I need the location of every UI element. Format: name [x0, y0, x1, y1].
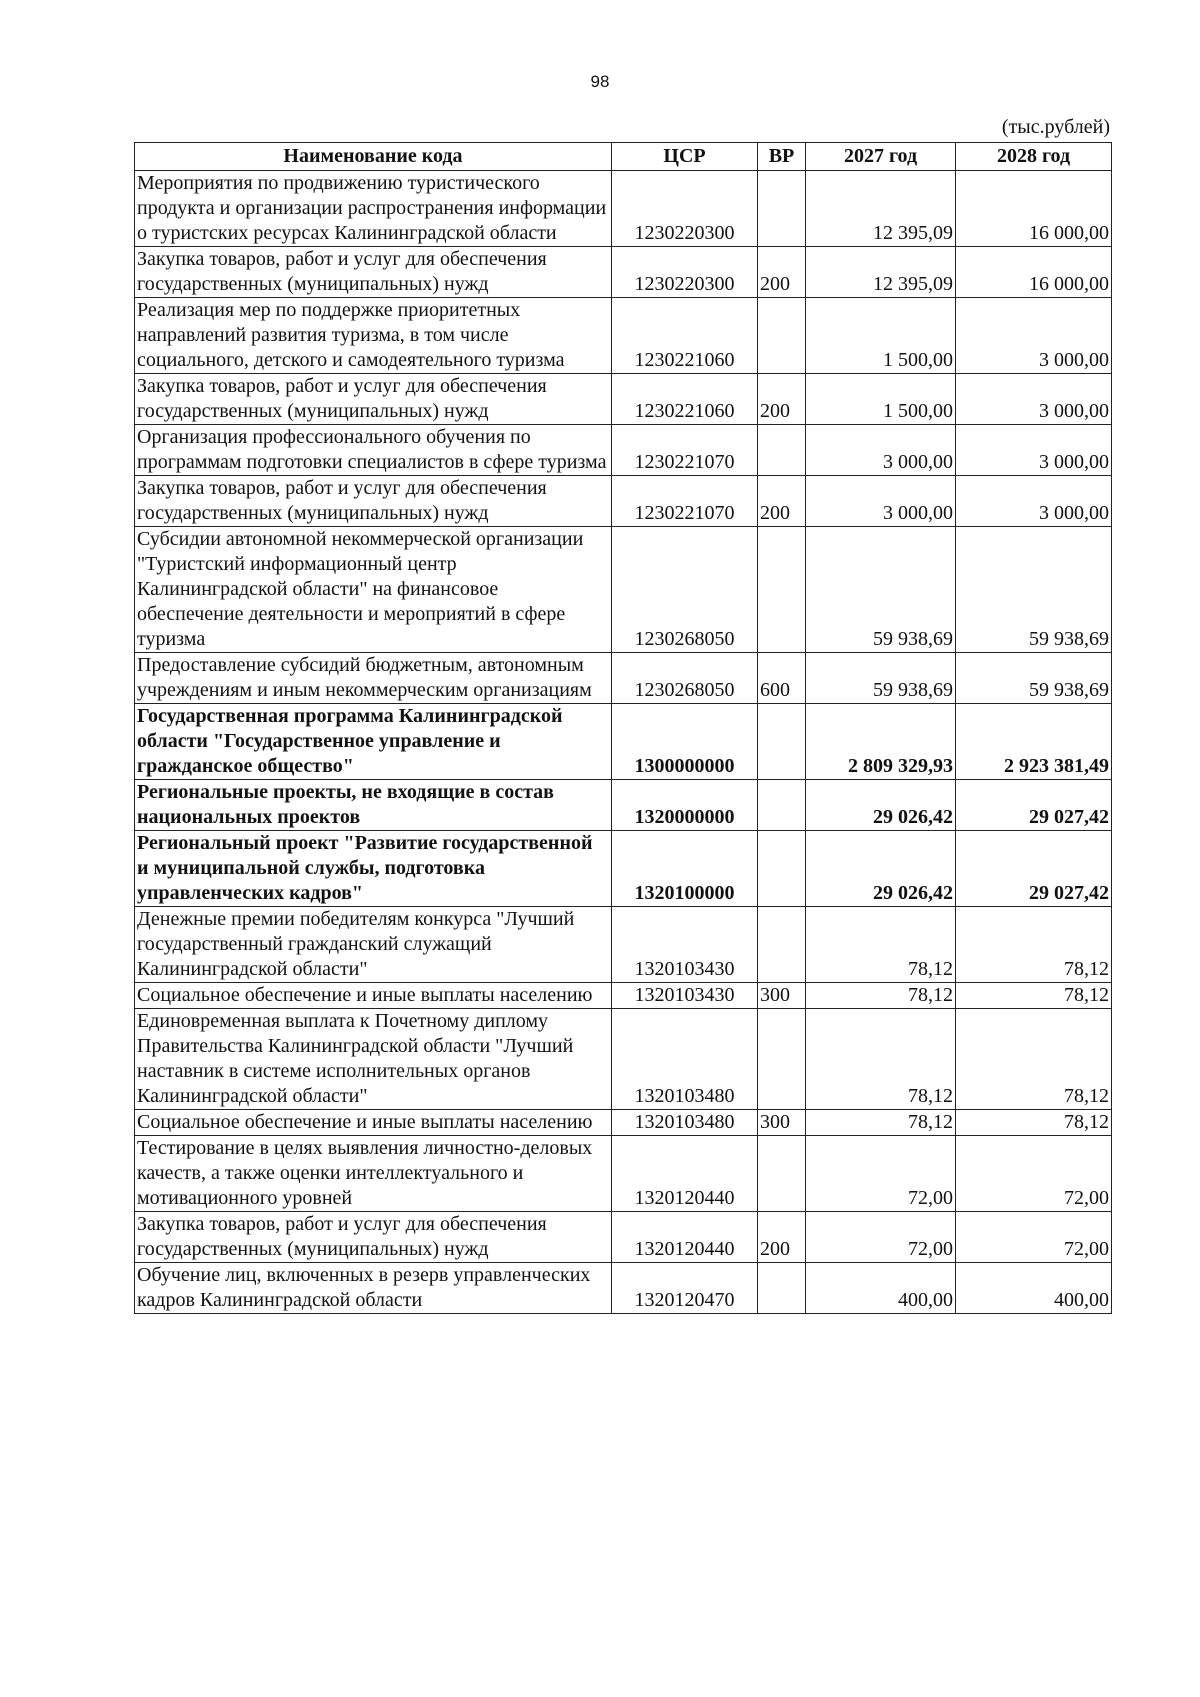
row-name: Организация профессионального обучения по программам подготовки специалистов в сфере туризма	[135, 425, 612, 476]
row-amount-2028: 78,12	[956, 1009, 1112, 1110]
row-csr-code: 1320120470	[612, 1263, 758, 1314]
row-csr-code: 1230268050	[612, 653, 758, 704]
table-row	[135, 1110, 1112, 1136]
table-row	[135, 171, 1112, 247]
row-name: Единовременная выплата к Почетному диплому Правительства Калининградской области "Лучший наставник в системе исполнительных органов Калининградской области"	[135, 1009, 612, 1110]
row-csr-code: 1230221060	[612, 374, 758, 425]
row-csr-code: 1230221060	[612, 298, 758, 374]
row-name: Тестирование в целях выявления личностно-деловых качеств, а также оценки интеллектуального и мотивационного уровней	[135, 1136, 612, 1212]
row-vr-code	[758, 425, 806, 476]
row-csr-code: 1230220300	[612, 171, 758, 247]
row-vr-code	[758, 1136, 806, 1212]
row-amount-2027: 29 026,42	[806, 831, 956, 907]
row-amount-2027: 12 395,09	[806, 171, 956, 247]
row-amount-2028: 59 938,69	[956, 527, 1112, 653]
row-amount-2027: 1 500,00	[806, 298, 956, 374]
row-name: Закупка товаров, работ и услуг для обеспечения государственных (муниципальных) нужд	[135, 247, 612, 298]
table-row	[135, 780, 1112, 831]
row-amount-2027: 59 938,69	[806, 527, 956, 653]
row-csr-code: 1320103430	[612, 907, 758, 983]
row-vr-code	[758, 780, 806, 831]
budget-table	[134, 142, 1112, 1314]
row-name: Мероприятия по продвижению туристического продукта и организации распространения информации о туристских ресурсах Калининградской области	[135, 171, 612, 247]
row-csr-code: 1320120440	[612, 1136, 758, 1212]
row-amount-2028: 3 000,00	[956, 476, 1112, 527]
table-row	[135, 653, 1112, 704]
row-amount-2027: 72,00	[806, 1212, 956, 1263]
row-name: Обучение лиц, включенных в резерв управленческих кадров Калининградской области	[135, 1263, 612, 1314]
table-row	[135, 831, 1112, 907]
table-row	[135, 704, 1112, 780]
row-name: Закупка товаров, работ и услуг для обеспечения государственных (муниципальных) нужд	[135, 374, 612, 425]
row-vr-code	[758, 298, 806, 374]
row-amount-2027: 78,12	[806, 1110, 956, 1136]
row-amount-2028: 3 000,00	[956, 374, 1112, 425]
row-amount-2027: 400,00	[806, 1263, 956, 1314]
table-row	[135, 907, 1112, 983]
table-row	[135, 1136, 1112, 1212]
table-row	[135, 983, 1112, 1009]
row-amount-2028: 3 000,00	[956, 425, 1112, 476]
row-name: Закупка товаров, работ и услуг для обеспечения государственных (муниципальных) нужд	[135, 1212, 612, 1263]
row-csr-code: 1320103480	[612, 1110, 758, 1136]
row-vr-code: 200	[758, 374, 806, 425]
row-amount-2027: 2 809 329,93	[806, 704, 956, 780]
table-row	[135, 374, 1112, 425]
row-amount-2028: 59 938,69	[956, 653, 1112, 704]
table-row	[135, 425, 1112, 476]
row-amount-2027: 72,00	[806, 1136, 956, 1212]
page-number: 98	[590, 72, 610, 91]
row-csr-code: 1300000000	[612, 704, 758, 780]
table-body	[135, 171, 1112, 1314]
header-name: Наименование кода	[135, 143, 612, 171]
row-csr-code: 1230221070	[612, 425, 758, 476]
row-name: Предоставление субсидий бюджетным, автономным учреждениям и иным некоммерческим организациям	[135, 653, 612, 704]
table-row	[135, 527, 1112, 653]
header-2028: 2028 год	[956, 143, 1112, 171]
table-row	[135, 476, 1112, 527]
row-vr-code: 300	[758, 1110, 806, 1136]
row-amount-2027: 59 938,69	[806, 653, 956, 704]
row-name: Социальное обеспечение и иные выплаты населению	[135, 983, 612, 1009]
row-name: Региональный проект "Развитие государственной и муниципальной службы, подготовка управленческих кадров"	[135, 831, 612, 907]
row-name: Государственная программа Калининградской области "Государственное управление и гражданское общество"	[135, 704, 612, 780]
header-2027: 2027 год	[806, 143, 956, 171]
row-name: Закупка товаров, работ и услуг для обеспечения государственных (муниципальных) нужд	[135, 476, 612, 527]
table-row	[135, 1212, 1112, 1263]
row-vr-code: 200	[758, 1212, 806, 1263]
row-name: Субсидии автономной некоммерческой организации "Туристский информационный центр Калининградской области" на финансовое обеспечение деятельности и мероприятий в сфере туризма	[135, 527, 612, 653]
row-vr-code: 300	[758, 983, 806, 1009]
row-vr-code: 600	[758, 653, 806, 704]
row-amount-2028: 3 000,00	[956, 298, 1112, 374]
row-amount-2028: 29 027,42	[956, 831, 1112, 907]
row-vr-code	[758, 907, 806, 983]
row-vr-code	[758, 1263, 806, 1314]
table-row	[135, 1009, 1112, 1110]
row-csr-code: 1230268050	[612, 527, 758, 653]
row-csr-code: 1320120440	[612, 1212, 758, 1263]
row-amount-2028: 29 027,42	[956, 780, 1112, 831]
row-vr-code	[758, 171, 806, 247]
row-amount-2027: 78,12	[806, 907, 956, 983]
row-csr-code: 1320000000	[612, 780, 758, 831]
row-vr-code	[758, 831, 806, 907]
row-amount-2028: 16 000,00	[956, 171, 1112, 247]
table-row	[135, 247, 1112, 298]
row-amount-2027: 1 500,00	[806, 374, 956, 425]
row-name: Денежные премии победителям конкурса "Лучший государственный гражданский служащий Калининградской области"	[135, 907, 612, 983]
table-row	[135, 298, 1112, 374]
row-amount-2027: 3 000,00	[806, 476, 956, 527]
row-amount-2028: 78,12	[956, 983, 1112, 1009]
row-amount-2027: 78,12	[806, 983, 956, 1009]
table-header-row	[135, 143, 1112, 171]
row-csr-code: 1320103480	[612, 1009, 758, 1110]
row-amount-2028: 72,00	[956, 1136, 1112, 1212]
row-amount-2028: 16 000,00	[956, 247, 1112, 298]
row-csr-code: 1320100000	[612, 831, 758, 907]
row-amount-2027: 12 395,09	[806, 247, 956, 298]
row-vr-code	[758, 1009, 806, 1110]
row-name: Региональные проекты, не входящие в состав национальных проектов	[135, 780, 612, 831]
row-amount-2027: 3 000,00	[806, 425, 956, 476]
row-vr-code: 200	[758, 476, 806, 527]
header-csr: ЦСР	[612, 143, 758, 171]
header-vr: ВР	[758, 143, 806, 171]
row-amount-2028: 78,12	[956, 1110, 1112, 1136]
row-amount-2027: 78,12	[806, 1009, 956, 1110]
row-csr-code: 1230221070	[612, 476, 758, 527]
row-amount-2028: 78,12	[956, 907, 1112, 983]
row-amount-2027: 29 026,42	[806, 780, 956, 831]
row-amount-2028: 400,00	[956, 1263, 1112, 1314]
row-name: Реализация мер по поддержке приоритетных направлений развития туризма, в том числе социального, детского и самодеятельного туризма	[135, 298, 612, 374]
row-vr-code: 200	[758, 247, 806, 298]
row-amount-2028: 72,00	[956, 1212, 1112, 1263]
row-csr-code: 1230220300	[612, 247, 758, 298]
row-vr-code	[758, 527, 806, 653]
table-row	[135, 1263, 1112, 1314]
units-label: (тыс.рублей)	[1001, 116, 1110, 138]
row-amount-2028: 2 923 381,49	[956, 704, 1112, 780]
row-vr-code	[758, 704, 806, 780]
row-name: Социальное обеспечение и иные выплаты населению	[135, 1110, 612, 1136]
row-csr-code: 1320103430	[612, 983, 758, 1009]
